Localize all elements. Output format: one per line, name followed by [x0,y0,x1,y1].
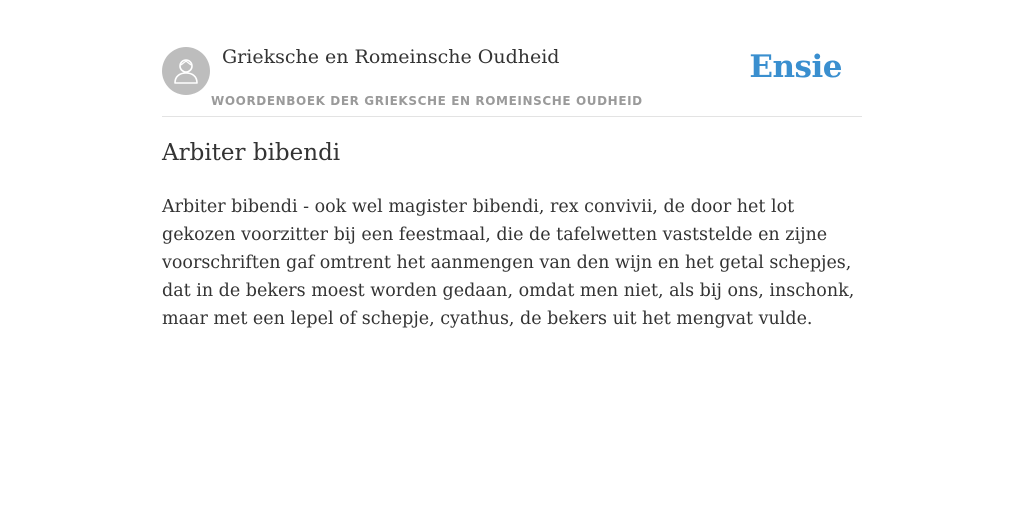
entry-body: Arbiter bibendi - ook wel magister bibendi, rex convivii, de door het lot gekozen voorzitter bij een feestmaal, die de tafelwetten vaststelde en zijne voorschriften gaf omtrent het aanmengen van den wijn en het getal schepjes, dat in de bekers moest worden gedaan, omdat men niet, als bij ons, inschonk, maar met een lepel of schepje, cyathus, de bekers uit het mengvat vulde. [162,197,855,329]
ensie-logo[interactable]: Ensie [749,49,842,85]
avatar[interactable] [162,47,210,95]
source-header [162,40,862,117]
entry-title: Arbiter bibendi [162,140,341,166]
source-title[interactable]: Grieksche en Romeinsche Oudheid [222,46,560,68]
user-icon [171,56,201,86]
source-subtitle: WOORDENBOEK DER GRIEKSCHE EN ROMEINSCHE OUDHEID [211,94,643,108]
